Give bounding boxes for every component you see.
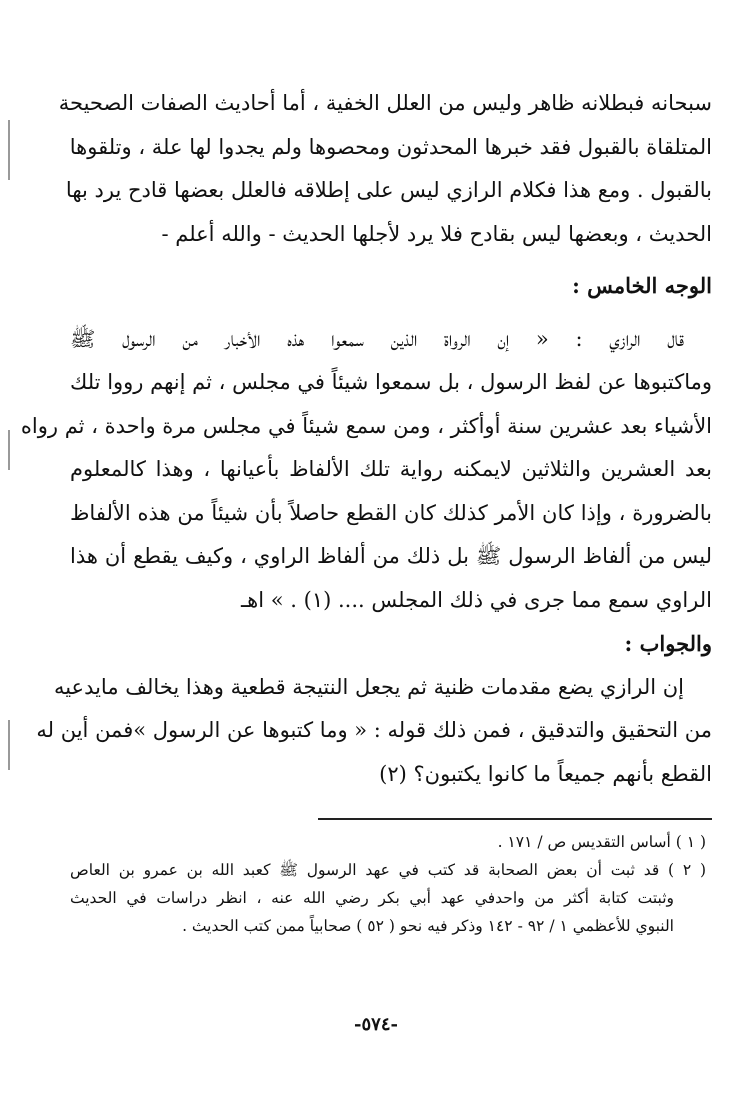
- quote-line: وماكتبوها عن لفظ الرسول ، بل سمعوا شيئاً في مجلس ، ثم إنهم رووا تلك: [70, 370, 712, 394]
- body-line: سبحانه فبطلانه ظاهر وليس من العلل الخفية ، أما أحاديث الصفات الصحيحة: [58, 91, 712, 115]
- footnote-2-continued: النبوي للأعظمي ١ / ٩٢ - ١٤٢ وذكر فيه نحو ( ٥٢ ) صحابياً ممن كتب الحديث .: [182, 917, 674, 935]
- quote-line: ليس من ألفاظ الرسول ﷺ بل ذلك من ألفاظ الراوي ، وكيف يقطع أن هذا: [70, 544, 712, 568]
- scan-edge-mark: [8, 430, 10, 470]
- body-line: بالقبول . ومع هذا فكلام الرازي ليس على إطلاقه فالعلل بعضها قادح يرد بها: [65, 178, 712, 202]
- main-text: [20, 82, 712, 796]
- section-heading-fifth-aspect: الوجه الخامس :: [572, 273, 712, 298]
- quote-line: بالضرورة ، وإذا كان الأمر كذلك كان القطع حاصلاً بأن شيئاً من هذه الألفاظ: [70, 500, 712, 525]
- footnote-1: ( ١ ) أساس التقديس ص / ١٧١ .: [497, 833, 706, 851]
- section-heading-answer: والجواب :: [624, 631, 712, 656]
- body-line: المتلقاة بالقبول فقد خبرها المحدثون ومحصوها ولم يجدوا لها علة ، وتلقوها: [69, 134, 712, 159]
- page-number: -٥٧٤-: [354, 1014, 398, 1035]
- answer-line: إن الرازي يضع مقدمات ظنية ثم يجعل النتيجة قطعية وهذا يخالف مايدعيه: [53, 674, 684, 699]
- answer-line: من التحقيق والتدقيق ، فمن ذلك قوله : « وما كتبوها عن الرسول »فمن أين له: [36, 718, 712, 742]
- scan-edge-mark: [8, 120, 10, 180]
- footnote-separator: [318, 818, 712, 820]
- quote-line: قال الرازي : « إن الرواة الذين سمعوا هذه الأخبار من الرسول ﷺ: [70, 326, 684, 351]
- answer-line: القطع بأنهم جميعاً ما كانوا يكتبون؟ (٢): [379, 761, 712, 786]
- scan-edge-mark: [8, 720, 10, 770]
- quote-line: بعد العشرين والثلاثين لايمكنه رواية تلك الألفاظ بأعيانها ، وهذا كالمعلوم: [70, 457, 712, 481]
- footnote-2: ( ٢ ) قد ثبت أن بعض الصحابة قد كتب في عهد الرسول ﷺ كعبد الله بن عمرو بن العاص: [70, 861, 706, 879]
- quote-line: الراوي سمع مما جرى في ذلك المجلس .... (١) . » اهـ: [241, 587, 712, 612]
- quote-line: الأشياء بعد عشرين سنة أوأكثر ، ومن سمع شيئاً في مجلس مرة واحدة ، ثم رواه: [20, 413, 712, 438]
- footnote-2-continued: وثبتت كتابة أكثر من واحدفي عهد أبي بكر رضي الله عنه ، انظر دراسات في الحديث: [70, 889, 674, 907]
- body-line: الحديث ، وبعضها ليس بقادح فلا يرد لأجلها الحديث - والله أعلم -: [161, 221, 712, 246]
- footnotes: [70, 828, 706, 940]
